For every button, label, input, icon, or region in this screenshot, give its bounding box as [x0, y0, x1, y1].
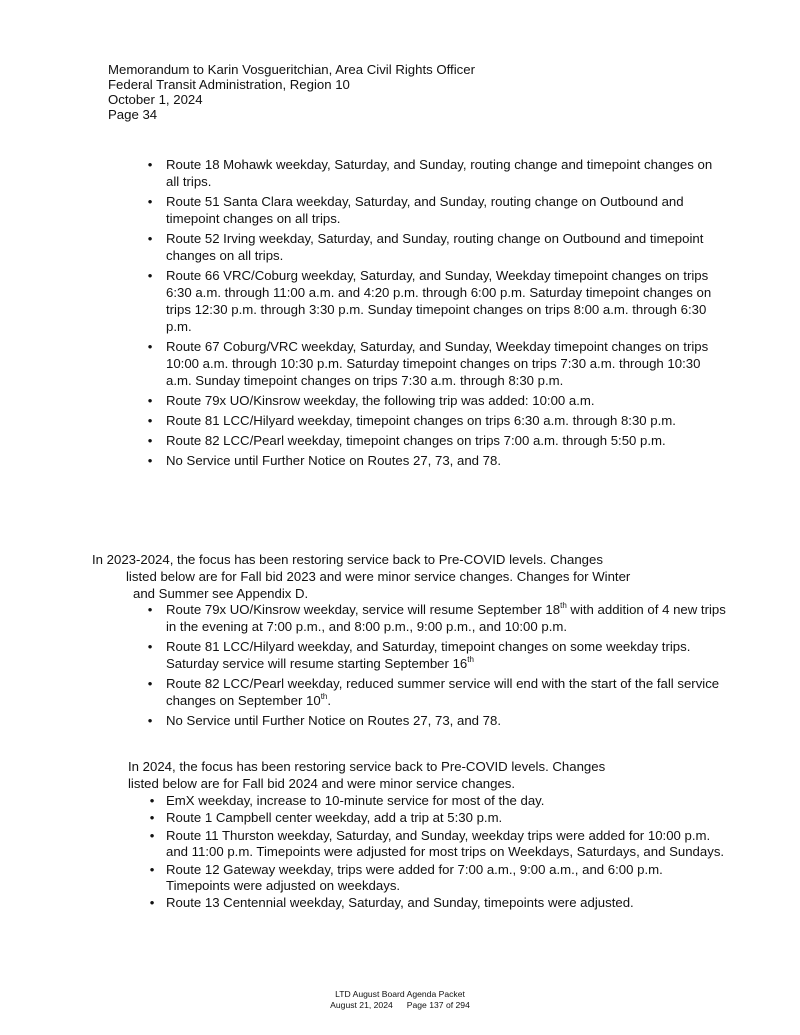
bullet-icon: • — [149, 895, 155, 911]
bullet-icon: • — [147, 393, 153, 408]
fall-2024-paragraph: In 2024, the focus has been restoring service back to Pre-COVID levels. Changes listed below are for Fall bid 2024 and were minor service changes. — [128, 759, 606, 791]
bullet-icon: • — [147, 339, 153, 354]
list-item: • Route 79x UO/Kinsrow weekday, service will resume September 18th with addition of 4 new trips in the evening at 7:00 p.m., and 8:00 p.m., 9:00 p.m., and 10:00 p.m. — [166, 601, 726, 635]
list-item: • EmX weekday, increase to 10-minute service for most of the day. — [166, 793, 726, 809]
bullet-icon: • — [147, 639, 153, 654]
list-item: • Route 18 Mohawk weekday, Saturday, and Sunday, routing change and timepoint changes on all trips. — [166, 156, 726, 190]
bullet-icon: • — [147, 413, 153, 428]
list-item: • No Service until Further Notice on Routes 27, 73, and 78. — [166, 712, 726, 729]
memo-date: October 1, 2024 — [108, 92, 203, 107]
fall-2023-changes-list — [147, 600, 726, 732]
memo-recipient: Memorandum to Karin Vosgueritchian, Area Civil Rights Officer — [108, 62, 475, 77]
list-item: • No Service until Further Notice on Routes 27, 73, and 78. — [166, 452, 726, 469]
list-item: • Route 1 Campbell center weekday, add a trip at 5:30 p.m. — [166, 810, 726, 826]
fall-2023-paragraph: In 2023-2024, the focus has been restoring service back to Pre-COVID levels. Changes listed below are for Fall bid 2023 and were minor service changes. Changes for Winter and Summer see Appendix D. — [92, 552, 631, 601]
bullet-icon: • — [147, 602, 153, 617]
bullet-icon: • — [147, 194, 153, 209]
fall-2024-changes-list — [149, 793, 726, 913]
bullet-icon: • — [147, 268, 153, 283]
footer-page-count: Page 137 of 294 — [406, 999, 470, 1010]
memo-header — [108, 62, 475, 122]
footer-date: August 21, 2024 — [330, 999, 393, 1010]
bullet-icon: • — [147, 676, 153, 691]
footer-title: LTD August Board Agenda Packet — [335, 989, 465, 999]
bullet-icon: • — [147, 713, 153, 728]
memo-agency: Federal Transit Administration, Region 10 — [108, 77, 350, 92]
bullet-icon: • — [147, 157, 153, 172]
list-item: • Route 81 LCC/Hilyard weekday, and Saturday, timepoint changes on some weekday trips. Saturday service will resume starting September 16th — [166, 638, 726, 672]
bullet-icon: • — [147, 231, 153, 246]
list-item: • Route 79x UO/Kinsrow weekday, the following trip was added: 10:00 a.m. — [166, 392, 726, 409]
list-item: • Route 82 LCC/Pearl weekday, timepoint changes on trips 7:00 a.m. through 5:50 p.m. — [166, 432, 726, 449]
page-footer — [0, 989, 800, 1010]
bullet-icon: • — [149, 793, 155, 808]
bullet-icon: • — [149, 861, 155, 877]
list-item: • Route 13 Centennial weekday, Saturday, and Sunday, timepoints were adjusted. — [166, 895, 726, 911]
list-item: • Route 11 Thurston weekday, Saturday, and Sunday, weekday trips were added for 10:00 p.m. and 11:00 p.m. Timepoints were adjusted for most trips on Weekdays, Saturdays, and Sundays. — [166, 828, 726, 861]
route-changes-list — [147, 156, 726, 472]
bullet-icon: • — [149, 827, 155, 843]
bullet-icon: • — [149, 810, 155, 826]
list-item: • Route 67 Coburg/VRC weekday, Saturday, and Sunday, Weekday timepoint changes on trips 10:00 a.m. through 10:30 p.m. Saturday timepoint changes on trips 7:30 a.m. through 10:30 a.m. Sunday timepoint changes on trips 7:30 a.m. through 8:30 p.m. — [166, 338, 726, 389]
list-item: • Route 66 VRC/Coburg weekday, Saturday, and Sunday, Weekday timepoint changes on trips 6:30 a.m. through 11:00 a.m. and 4:20 p.m. through 6:00 p.m. Saturday timepoint changes on trips 12:30 p.m. through 3:30 p.m. Sunday timepoint changes on trips 8:00 a.m. through 6:30 p.m. — [166, 267, 726, 335]
memo-page-number: Page 34 — [108, 107, 158, 122]
list-item: • Route 52 Irving weekday, Saturday, and Sunday, routing change on Outbound and timepoint changes on all trips. — [166, 230, 726, 264]
list-item: • Route 12 Gateway weekday, trips were added for 7:00 a.m., 9:00 a.m., and 6:00 p.m. Timepoints were adjusted on weekdays. — [166, 862, 726, 895]
list-item: • Route 51 Santa Clara weekday, Saturday, and Sunday, routing change on Outbound and timepoint changes on all trips. — [166, 193, 726, 227]
list-item: • Route 82 LCC/Pearl weekday, reduced summer service will end with the start of the fall service changes on September 10th. — [166, 675, 726, 709]
bullet-icon: • — [147, 453, 153, 468]
list-item: • Route 81 LCC/Hilyard weekday, timepoint changes on trips 6:30 a.m. through 8:30 p.m. — [166, 412, 726, 429]
bullet-icon: • — [147, 433, 153, 448]
